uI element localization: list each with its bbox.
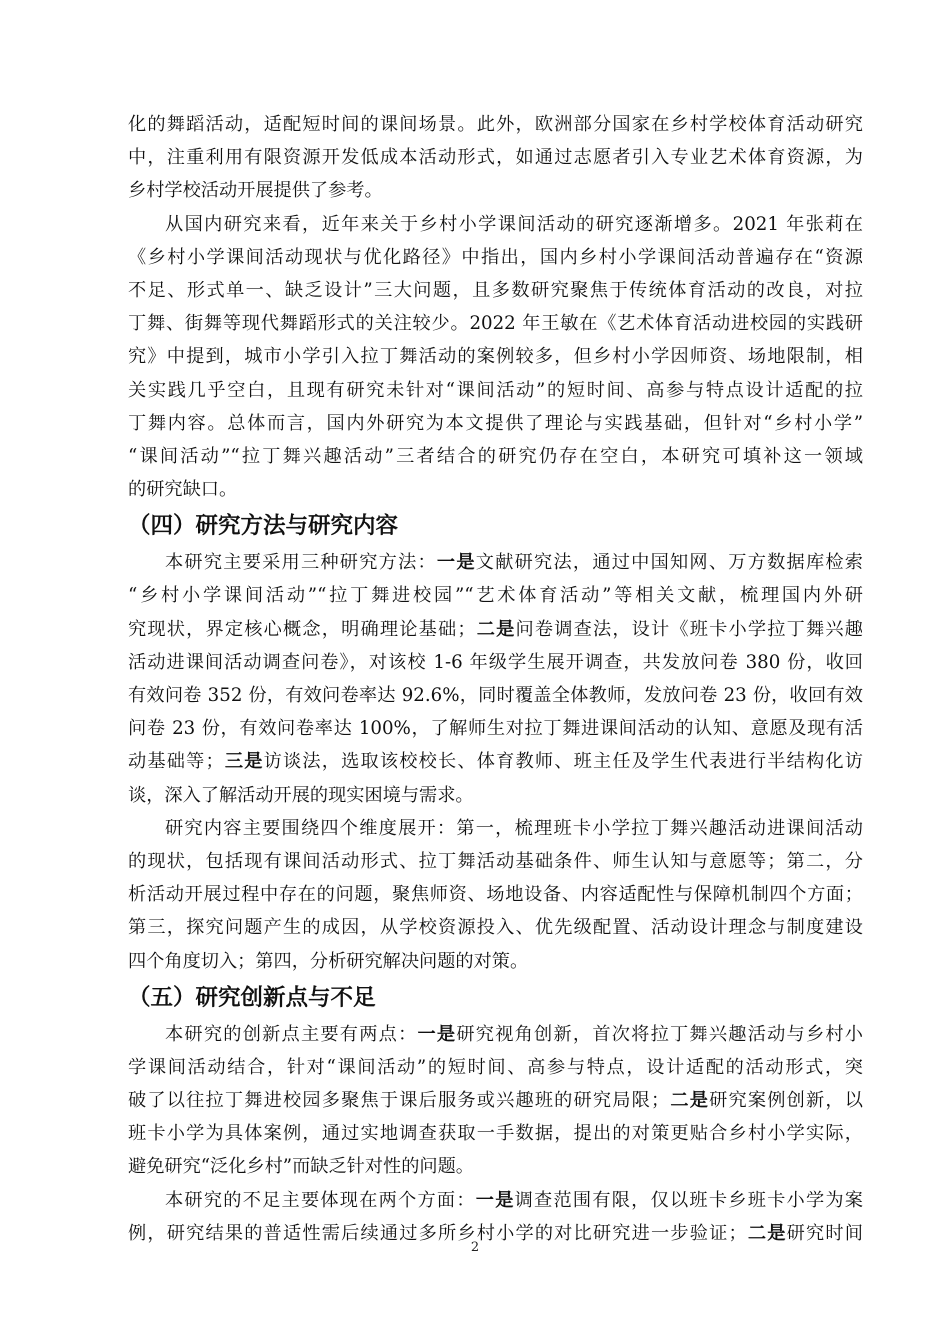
text-line xyxy=(128,340,863,373)
text-run: 不足、形式单一、缺乏设计”三大问题，且多数研究聚焦于传统体育活动的改良，对拉 xyxy=(128,279,863,301)
text-line xyxy=(128,141,863,174)
text-run: 究现状，界定核心概念，明确理论基础； xyxy=(128,618,476,640)
text-line xyxy=(128,779,863,812)
text-line xyxy=(128,208,863,241)
paragraph xyxy=(128,1018,863,1184)
paragraph xyxy=(128,208,863,507)
emphasis-text: 二是 xyxy=(475,618,516,640)
text-run: 的现状，包括现有课间活动形式、拉丁舞活动基础条件、师生认知与意愿等；第二，分 xyxy=(128,850,863,872)
text-run: 避免研究“泛化乡村”而缺乏针对性的问题。 xyxy=(128,1156,474,1178)
body-text xyxy=(128,108,863,1250)
text-run: 本研究主要采用三种研究方法： xyxy=(165,552,437,574)
page-number: 2 xyxy=(470,1240,480,1255)
section-heading: （五）研究创新点与不足 xyxy=(128,984,376,1011)
paragraph xyxy=(128,812,863,978)
text-line xyxy=(128,712,863,745)
text-line xyxy=(128,473,863,506)
text-run: 化的舞蹈活动，适配短时间的课间场景。此外，欧洲部分国家在乡村学校体育活动研究 xyxy=(128,114,863,135)
text-line xyxy=(128,613,863,646)
section-heading: （四）研究方法与研究内容 xyxy=(128,513,399,540)
paragraph xyxy=(128,108,863,208)
text-run: 调查范围有限，仅以班卡乡班卡小学为案 xyxy=(514,1189,863,1211)
text-run: 谈，深入了解活动开展的现实困境与需求。 xyxy=(128,784,474,806)
text-run: “课间活动”“拉丁舞兴趣活动”三者结合的研究仍存在空白，本研究可填补这一领域 xyxy=(128,445,863,467)
text-run: 《乡村小学课间活动现状与优化路径》中指出，国内乡村小学课间活动普遍存在“资源 xyxy=(128,246,863,268)
text-line xyxy=(128,1051,863,1084)
text-run: 访谈法，选取该校校长、体育教师、班主任及学生代表进行半结构化访 xyxy=(263,751,863,773)
text-run: 四个角度切入；第四，分析研究解决问题的对策。 xyxy=(128,950,529,972)
text-line xyxy=(128,307,863,340)
text-run: 问卷 23 份，有效问卷率达 100%，了解师生对拉丁舞进课间活动的认知、意愿及现有活 xyxy=(128,718,863,740)
text-run: 有效问卷 352 份，有效问卷率达 92.6%，同时覆盖全体教师，发放问卷 23 份，收回有效 xyxy=(128,685,863,706)
text-run: 班卡小学为具体案例，通过实地调查获取一手数据，提出的对策更贴合乡村小学实际， xyxy=(128,1123,863,1145)
text-run: 丁舞内容。总体而言，国内外研究为本文提供了理论与实践基础，但针对“乡村小学” xyxy=(128,412,863,434)
text-line xyxy=(128,1084,863,1117)
text-run: 例，研究结果的普适性需后续通过多所乡村小学的对比研究进一步验证； xyxy=(128,1222,747,1244)
text-run: 研究视角创新，首次将拉丁舞兴趣活动与乡村小 xyxy=(456,1023,863,1045)
text-run: 本研究的创新点主要有两点： xyxy=(165,1023,418,1045)
text-run: 研究时间 xyxy=(786,1222,863,1244)
text-run: 丁舞、街舞等现代舞蹈形式的关注较少。2022 年王敏在《艺术体育活动进校园的实践研 xyxy=(128,313,863,335)
text-run: 破了以往拉丁舞进校园多聚焦于课后服务或兴趣班的研究局限； xyxy=(128,1090,670,1112)
text-line xyxy=(128,1150,863,1183)
text-line xyxy=(128,108,863,141)
text-line xyxy=(128,241,863,274)
text-line xyxy=(128,579,863,612)
text-run: 学课间活动结合，针对“课间活动”的短时间、高参与特点，设计适配的活动形式，突 xyxy=(128,1056,863,1078)
text-line xyxy=(128,546,863,579)
text-line xyxy=(128,274,863,307)
text-line xyxy=(128,174,863,207)
text-line xyxy=(128,745,863,778)
text-line xyxy=(128,679,863,712)
text-run: “乡村小学课间活动”“拉丁舞进校园”“艺术体育活动”等相关文献，梳理国内外研 xyxy=(128,585,863,607)
paragraph xyxy=(128,546,863,812)
emphasis-text: 二是 xyxy=(669,1090,710,1112)
emphasis-text: 一是 xyxy=(436,552,476,574)
text-line xyxy=(128,646,863,679)
text-run: 第三，探究问题产生的成因，从学校资源投入、优先级配置、活动设计理念与制度建设 xyxy=(128,917,863,939)
text-run: 活动进课间活动调查问卷》，对该校 1-6 年级学生展开调查，共发放问卷 380 份，收回 xyxy=(128,651,863,673)
text-run: 析活动开展过程中存在的问题，聚焦师资、场地设备、内容适配性与保障机制四个方面； xyxy=(128,884,863,906)
text-line xyxy=(128,845,863,878)
text-line xyxy=(128,945,863,978)
text-run: 问卷调查法，设计《班卡小学拉丁舞兴趣 xyxy=(515,618,863,640)
text-run: 关实践几乎空白，且现有研究未针对“课间活动”的短时间、高参与特点设计适配的拉 xyxy=(128,379,863,401)
text-line xyxy=(128,407,863,440)
text-line xyxy=(128,812,863,845)
text-line xyxy=(128,911,863,944)
emphasis-text: 二是 xyxy=(746,1222,787,1244)
text-run: 从国内研究来看，近年来关于乡村小学课间活动的研究逐渐增多。2021 年张莉在 xyxy=(165,213,863,235)
text-line xyxy=(128,1018,863,1051)
text-run: 本研究的不足主要体现在两个方面： xyxy=(165,1189,476,1211)
text-line xyxy=(128,1184,863,1217)
text-run: 乡村学校活动开展提供了参考。 xyxy=(128,180,383,202)
emphasis-text: 一是 xyxy=(475,1189,515,1211)
text-run: 中，注重利用有限资源开发低成本活动形式，如通过志愿者引入专业艺术体育资源，为 xyxy=(128,147,863,169)
text-run: 的研究缺口。 xyxy=(128,479,238,501)
text-run: 文献研究法，通过中国知网、万方数据库检索 xyxy=(475,552,863,574)
text-line xyxy=(128,878,863,911)
emphasis-text: 一是 xyxy=(417,1023,457,1045)
text-run: 究》中提到，城市小学引入拉丁舞活动的案例较多，但乡村小学因师资、场地限制，相 xyxy=(128,346,863,368)
text-line xyxy=(128,374,863,407)
emphasis-text: 三是 xyxy=(223,751,264,773)
text-run: 动基础等； xyxy=(128,751,224,773)
text-run: 研究内容主要围绕四个维度展开：第一，梳理班卡小学拉丁舞兴趣活动进课间活动 xyxy=(165,817,863,839)
text-line xyxy=(128,1117,863,1150)
text-run: 研究案例创新，以 xyxy=(709,1090,863,1112)
text-line xyxy=(128,440,863,473)
